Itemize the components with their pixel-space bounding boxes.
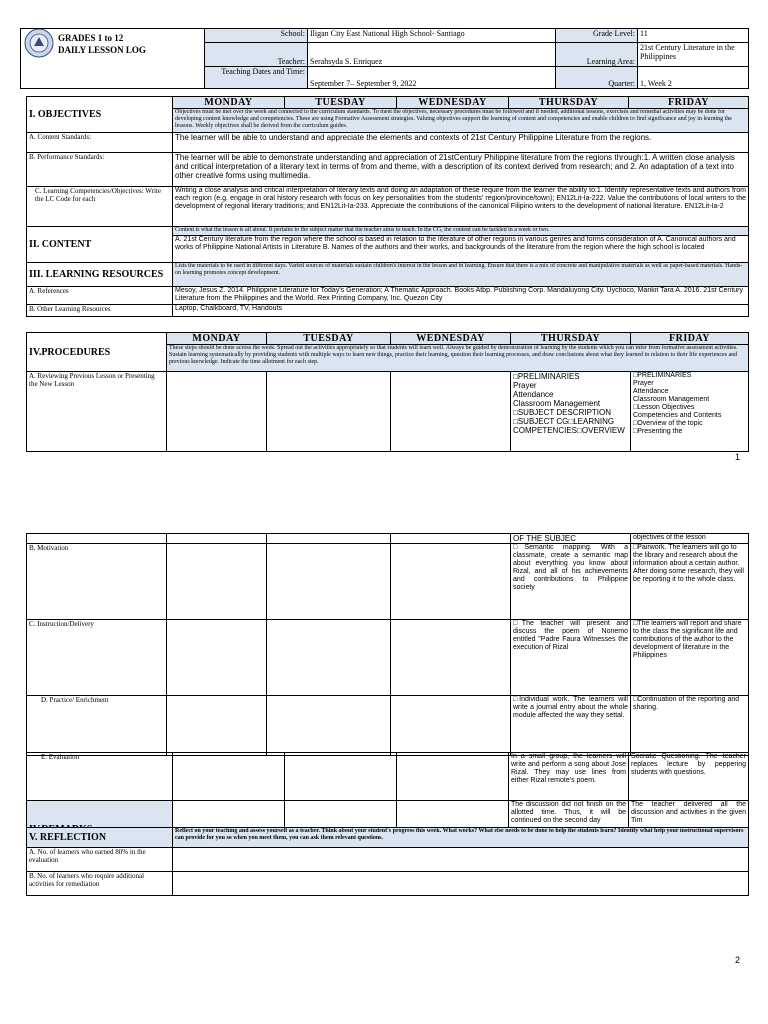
objectives-table — [26, 96, 749, 317]
reflection-note: Reflect on your teaching and assess yourself as a teacher. Think about your student's progress this week. What works? What else needs to be done to help the students learn? Identify what help your instructional supervisors can provide for you so when you meet them, you can ask them relevant questions. — [173, 828, 749, 848]
school-value: Iligan City East National High School- Santiago — [308, 29, 556, 43]
procedures-table — [26, 332, 749, 452]
other-resources: Laptop, Chalkboard, TV, Handouts — [173, 305, 749, 317]
motivation-label: B. Motivation — [27, 544, 167, 620]
day-header: MONDAY — [173, 97, 285, 109]
remarks-friday: The teacher delivered all the discussion and activities in the given Tim — [629, 801, 749, 839]
content-standards-label: A. Content Standards: — [27, 133, 173, 153]
review-thursday-continued: OF THE SUBJEC — [511, 534, 631, 544]
content-standards: The learner will be able to understand and appreciate the elements and contexts of 21st Century Philippine Literature from the regions. — [173, 133, 749, 153]
references: Mesoy, Jesus Z. 2014. Philippine Literature for Today's Generation; A Thematic Approach. Books Atbp. Publishing Corp. Mandaluyong City. Uychoco, Marikit Tara A. 2016. 21st Century Literature from the Philippines and the World. Rex Printing Company, Inc. Quezon City — [173, 287, 749, 305]
evaluation-label: E. Evaluation — [27, 753, 173, 801]
title-line1: GRADES 1 to 12 — [58, 33, 124, 43]
resources-note: Lists the materials to be used in different days. Varied sources of materials sustain children's interest in the lesson and in learning. Ensure that there is a mix of concrete and manipulative materials as well as paper-based materials. Hands-on learning promotes concept development. — [173, 263, 749, 287]
page-number: 1 — [735, 452, 741, 462]
procedures-table-continued — [26, 533, 749, 756]
competencies-label: C. Learning Competencies/Objectives: Write the LC Code for each — [27, 187, 173, 227]
header-table — [20, 28, 749, 89]
review-friday: □PRELIMINARIES Prayer Attendance Classroom Management □Lesson Objectives Competencies and Contents □Overview of the topic □Presenting the — [631, 372, 749, 452]
teacher-label: Teacher: — [205, 43, 308, 67]
performance-standards: The learner will be able to demonstrate understanding and appreciation of 21stCentury Philippine literature from the regions through:1. A written close analysis and critical interpretation of a literary text in terms of from and theme, with a description of its context derived from research; and 2. An adaptation of a text into other creative forms using multimedia. — [173, 153, 749, 187]
dates-value: September 7– September 9, 2022 — [308, 67, 556, 89]
performance-standards-label: B. Performance Standards: — [27, 153, 173, 187]
reflection-heading: V. REFLECTION — [27, 828, 173, 848]
review-friday-continued: objectives of the lesson — [631, 534, 749, 544]
day-header: THURSDAY — [509, 97, 629, 109]
day-header: TUESDAY — [285, 97, 397, 109]
day-header: WEDNESDAY — [391, 333, 511, 345]
area-label: Learning Area: — [556, 43, 638, 67]
remarks-thursday: The discussion did not finish on the allotted time. Thus, it will be continued on the second day — [509, 801, 629, 839]
objectives-note: Objectives must be met over the week and connected to the curriculum standards. To meet the objectives, necessary procedures must be followed and if needed, additional lessons, exercises and remedial activities may be done for developing content knowledge and competencies. These are using Formative Assessment strategies. Valuing objectives support the learning of content and competencies and enable children to find significance and joy in learning the lessons. Weekly objectives shall be derived from the curriculum guides. — [173, 109, 749, 133]
competencies: Writing a close analysis and critical interpretation of literary texts and doing an adaptation of these require from the learner the ability to:1. Identify representative texts and authors from each region (e.g. engage in oral history research with focus on key personalities from the students' region/province/town); EN12Lit-Ia-222. Value the contributions of local writers to the development of regional literary traditions; and EN12Lit-Ia-233. Appreciate the contributions of the canonical Filipino writers to the development of national literature. EN12Lit-Ia-2 — [173, 187, 749, 227]
practice-friday: □Continuation of the reporting and sharing. — [631, 696, 749, 756]
grade-value: 11 — [638, 29, 749, 43]
resources-heading: III. LEARNING RESOURCES — [27, 263, 173, 287]
quarter-label: Quarter: — [556, 67, 638, 89]
evaluation-friday: Socratic Questioning. The teacher replaces lecture by peppering students with questions. — [629, 753, 749, 801]
day-header: THURSDAY — [511, 333, 631, 345]
motivation-friday: □Pairwork. The learners will go to the library and research about the information about a certain author. After doing some research, they will be reporting it to the whole class. — [631, 544, 749, 620]
reflection-b-label: B. No. of learners who require additional activities for remediation — [27, 872, 173, 896]
content-heading: II. CONTENT — [27, 227, 173, 263]
review-label: A. Reviewing Previous Lesson or Presenting the New Lesson — [27, 372, 167, 452]
objectives-heading: I. OBJECTIVES — [27, 97, 173, 133]
reflection-table — [26, 827, 749, 896]
page-number: 2 — [735, 955, 741, 965]
quarter-value: 1, Week 2 — [638, 67, 749, 89]
day-header: MONDAY — [167, 333, 267, 345]
motivation-thursday: □Semantic mapping. With a classmate, create a semantic map about everything you know about Rizal, and all of his achievements and contributions to Philippine society — [511, 544, 631, 620]
practice-label: D. Practice/ Enrichment — [27, 696, 167, 756]
day-header: WEDNESDAY — [397, 97, 509, 109]
instruction-thursday: □The teacher will present and discuss the poem of Nonemo entitled "Padre Faura Witnesses the execution of Rizal — [511, 620, 631, 696]
grade-label: Grade Level: — [556, 29, 638, 43]
content-text: A. 21st Century literature from the region where the school is based in relation to the literature of other regions in various genres and forms consideration of A. Canonical authors and works of Philippine National Artists in Literature B. Names of the authors and their works, and backgrounds of the literature from the region where the high school is located — [173, 236, 749, 263]
other-resources-label: B. Other Learning Resources — [27, 305, 173, 317]
reflection-a-label: A. No. of learners who earned 80% in the evaluation — [27, 848, 173, 872]
references-label: A. References — [27, 287, 173, 305]
evaluation-table — [26, 752, 749, 839]
day-header: TUESDAY — [267, 333, 391, 345]
day-header: FRIDAY — [629, 97, 749, 109]
teacher-value: Serahsyda S. Enriquez — [308, 43, 556, 67]
instruction-friday: □The learners will report and share to the class the significant life and contributions of the author to the development of literature in the Philippines — [631, 620, 749, 696]
procedures-heading: IV.PROCEDURES — [27, 333, 167, 372]
dates-label: Teaching Dates and Time: — [205, 67, 308, 89]
content-note: Content is what the lesson is all about. It pertains to the subject matter that the teacher aims to teach. In the CG, the content can be tackled in a week or two. — [173, 227, 749, 236]
evaluation-thursday: In a small group, the learners will write and perform a song about Jose Rizal. They may use lines from either Rizal remote's poem. — [509, 753, 629, 801]
procedures-note: These steps should be done across the week. Spread out the activities appropriately so that students will learn well. Always be guided by demonstration of learning by the students which you can infer from formative assessment activities. Sustain learning systematically by providing students with multiple ways to learn new things, practice their learning, question their learning processes, and draw conclusions about what they learned in relation to their life experiences and previous knowledge. Indicate the time allotment for each step. — [167, 345, 749, 372]
practice-thursday: □Individual work. The learners will write a journal entry about the whole module affected the way they settal. — [511, 696, 631, 756]
review-thursday: □PRELIMINARIES Prayer Attendance Classroom Management □SUBJECT DESCRIPTION □SUBJECT CG□LEARNING COMPETENCIES□OVERVIEW — [511, 372, 631, 452]
day-header: FRIDAY — [631, 333, 749, 345]
instruction-label: C. Instruction/Delivery — [27, 620, 167, 696]
area-value: 21st Century Literature in the Philippines — [638, 43, 749, 67]
school-label: School: — [205, 29, 308, 43]
title-line2: DAILY LESSON LOG — [58, 45, 146, 55]
